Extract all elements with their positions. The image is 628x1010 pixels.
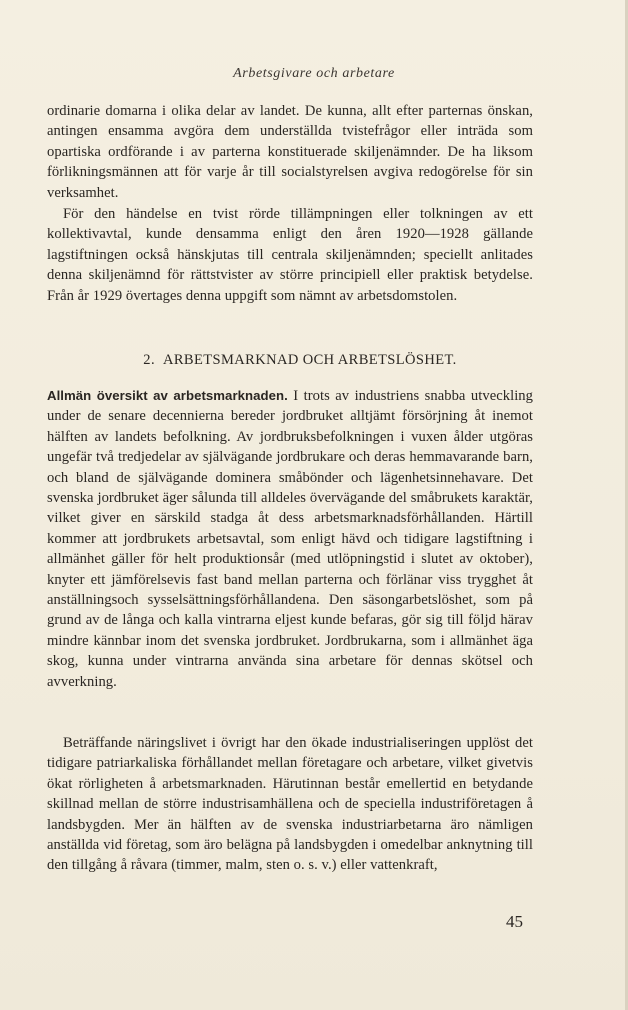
paragraph-1: ordinarie domarna i olika delar av landet. De kunna, allt efter parternas önskan, antingen ensamma avgöra dem underställda tvistefrågor eller inträda som opartiska ordförande i av parterna konstituerade skiljenämnder. De ha liksom förlikningsmännen att för varje år till socialstyrelsen avgiva redogörelse för sin verksamhet. — [47, 103, 533, 201]
section-number: 2. — [143, 352, 155, 368]
page-number: 45 — [506, 912, 523, 931]
paragraph-4 — [47, 733, 533, 876]
paragraph-4-text: Beträffande näringslivet i övrigt har den ökade industrialiseringen upplöst det tidigare patriarkaliska förhållandet mellan företagare och arbetare, vilket givetvis ökat rörligheten å arbetsmarknaden. Härutinnan består emellertid en betydande skillnad mellan de större industrisamhällena och de speciella industriföretagen å landsbygden. Mer än hälften av de svenska industriarbetarna äro nämligen anställda vid företag, som äro belägna på landsbygden i omedelbar anknytning till den tillgång å råvara (timmer, malm, sten o. s. v.) eller vattenkraft, — [47, 735, 533, 874]
paragraph-3-lead: Allmän översikt av arbetsmarknaden. — [47, 388, 288, 403]
paragraph-3-text: I trots av industriens snabba utveckling under de senare decennierna bereder jordbruket alltjämt försörjning åt inemot hälften av landets befolkning. Av jordbruksbefolkningen i vuxen ålder utgöras ungefär två tredjedelar av självägande jordbrukare och deras hemmavarande barn, och bland de självägande dominera småbönder och lägenhetsinnehavare. Det svenska jordbruket äger sålunda till alldeles övervägande del småbrukets karaktär, vilket giver en särskild stadga åt dess arbetsmarknadsförhållanden. Härtill kommer att jordbrukets arbetsavtal, som enligt hävd och tidigare lagstiftning i allmänhet gäller för helt produktionsår (med utlöpningstid i slutet av oktober), knyter ett jämförelsevis fast band mellan parterna och förlänar viss trygghet åt anställningsoch sysselsättningsförhållandena. Den säsongarbetslöshet, som på grund av de långa och kalla vintrarna eljest kunde befaras, gör sig till följd härav mindre kännbar inom det svenska jordbruket. Jordbrukarna, som i allmänhet äga skog, kunna under vintrarna använda sina arbetare för dennas skötsel och avverkning. — [47, 388, 533, 690]
running-head: Arbetsgivare och arbetare — [233, 66, 395, 81]
paragraph-3 — [47, 386, 533, 692]
paragraph-2 — [47, 204, 533, 306]
section-heading — [0, 352, 600, 369]
paragraph-2-text: För den händelse en tvist rörde tillämpningen eller tolkningen av ett kollektivavtal, kunde densamma enligt den åren 1920—1928 gällande lagstiftningen också hänskjutas till centrala skiljenämnden; speciellt anlitades denna skiljenämnd för rättstvister av större principiell eller praktisk betydelse. Från år 1929 övertages denna uppgift som nämnt av arbetsdomstolen. — [47, 206, 533, 304]
section-title: ARBETSMARKNAD OCH ARBETSLÖSHET. — [162, 352, 457, 368]
